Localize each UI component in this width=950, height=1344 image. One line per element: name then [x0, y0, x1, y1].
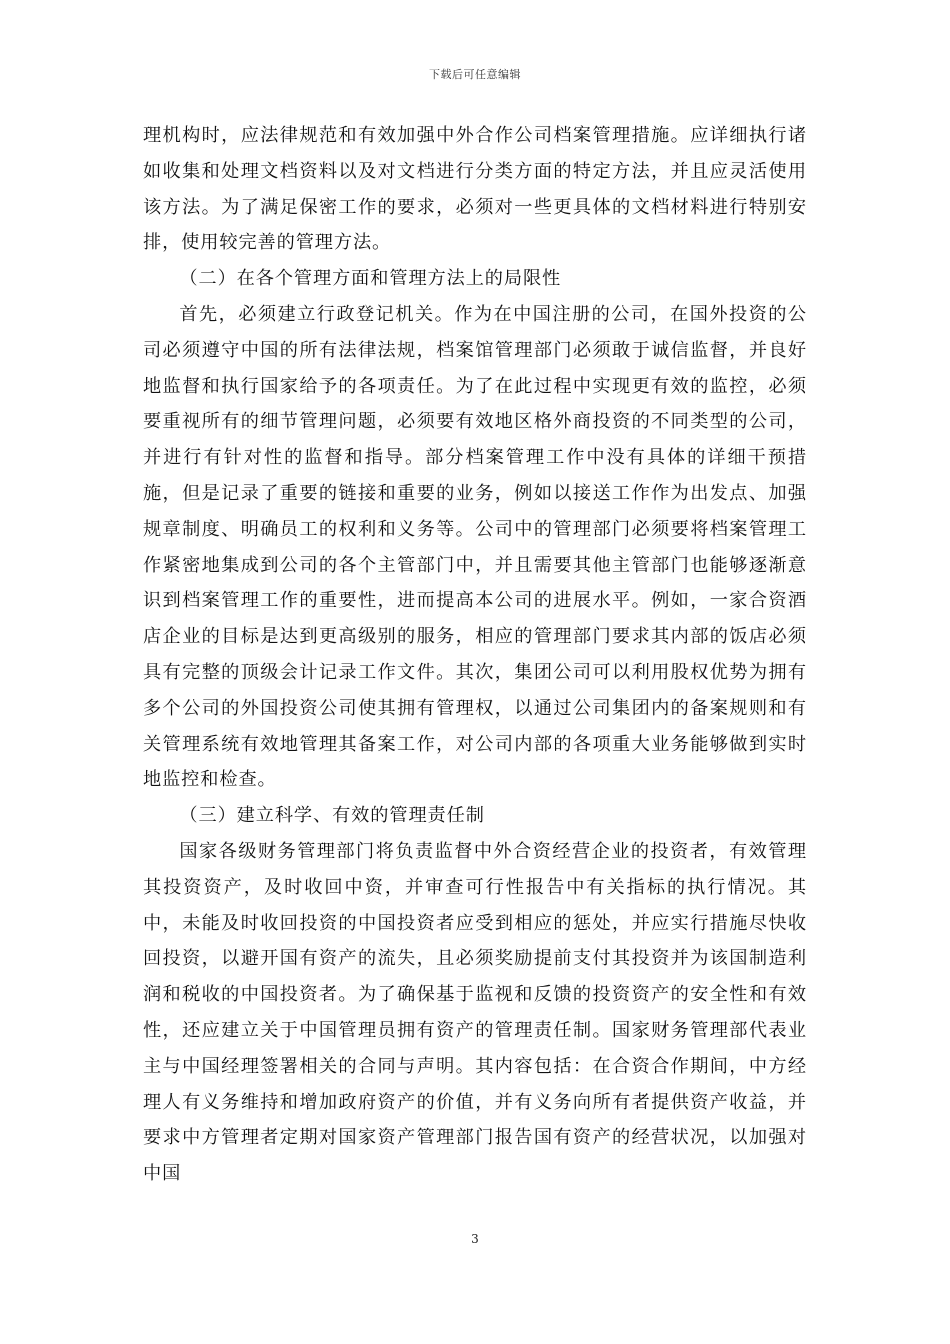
section-heading-3: （三）建立科学、有效的管理责任制 [179, 805, 485, 827]
page-number: 3 [471, 1232, 479, 1246]
paragraph-body: 首先，必须建立行政登记机关。作为在中国注册的公司，在国外投资的公司必须遵守中国的所有法律法规，档案馆管理部门必须敢于诚信监督，并良好地监督和执行国家给予的各项责任。为了在此过程中实现更有效的监控，必须要重视所有的细节管理问题，必须要有效地区格外商投资的不同类型的公司，并进行有针对性的监督和指导。部分档案管理工作中没有具体的详细干预措施，但是记录了重要的链接和重要的业务，例如以接送工作作为出发点、加强规章制度、明确员工的权利和义务等。公司中的管理部门必须要将档案管理工作紧密地集成到公司的各个主管部门中，并且需要其他主管部门也能够逐渐意识到档案管理工作的重要性，进而提高本公司的进展水平。例如，一家合资酒店企业的目标是达到更高级别的服务，相应的管理部门要求其内部的饭店必须具有完整的顶级会计记录工作文件。其次，集团公司可以利用股权优势为拥有多个公司的外国投资公司使其拥有管理权，以通过公司集团内的备案规则和有关管理系统有效地管理其备案工作，对公司内部的各项重大业务能够做到实时地监控和检查。 [143, 303, 807, 791]
paragraph-body: 国家各级财务管理部门将负责监督中外合资经营企业的投资者，有效管理其投资资产，及时收回中资，并审查可行性报告中有关指标的执行情况。其中，未能及时收回投资的中国投资者应受到相应的惩处，并应实行措施尽快收回投资，以避开国有资产的流失，且必须奖励提前支付其投资并为该国制造利润和税收的中国投资者。为了确保基于监视和反馈的投资资产的安全性和有效性，还应建立关于中国管理员拥有资产的管理责任制。国家财务管理部代表业主与中国经理签署相关的合同与声明。其内容包括：在合资合作期间，中方经理人有义务维持和增加政府资产的价值，并有义务向所有者提供资产收益，并要求中方管理者定期对国家资产管理部门报告国有资产的经营状况，以加强对中国 [143, 840, 807, 1185]
section-heading-2: （二）在各个管理方面和管理方法上的局限性 [179, 268, 562, 290]
document-body [143, 118, 807, 1192]
page-header: 下载后可任意编辑 [429, 68, 521, 81]
paragraph-continuation: 理机构时，应法律规范和有效加强中外合作公司档案管理措施。应详细执行诸如收集和处理文档资料以及对文档进行分类方面的特定方法，并且应灵活使用该方法。为了满足保密工作的要求，必须对一些更具体的文档材料进行特别安排，使用较完善的管理方法。 [143, 125, 807, 254]
